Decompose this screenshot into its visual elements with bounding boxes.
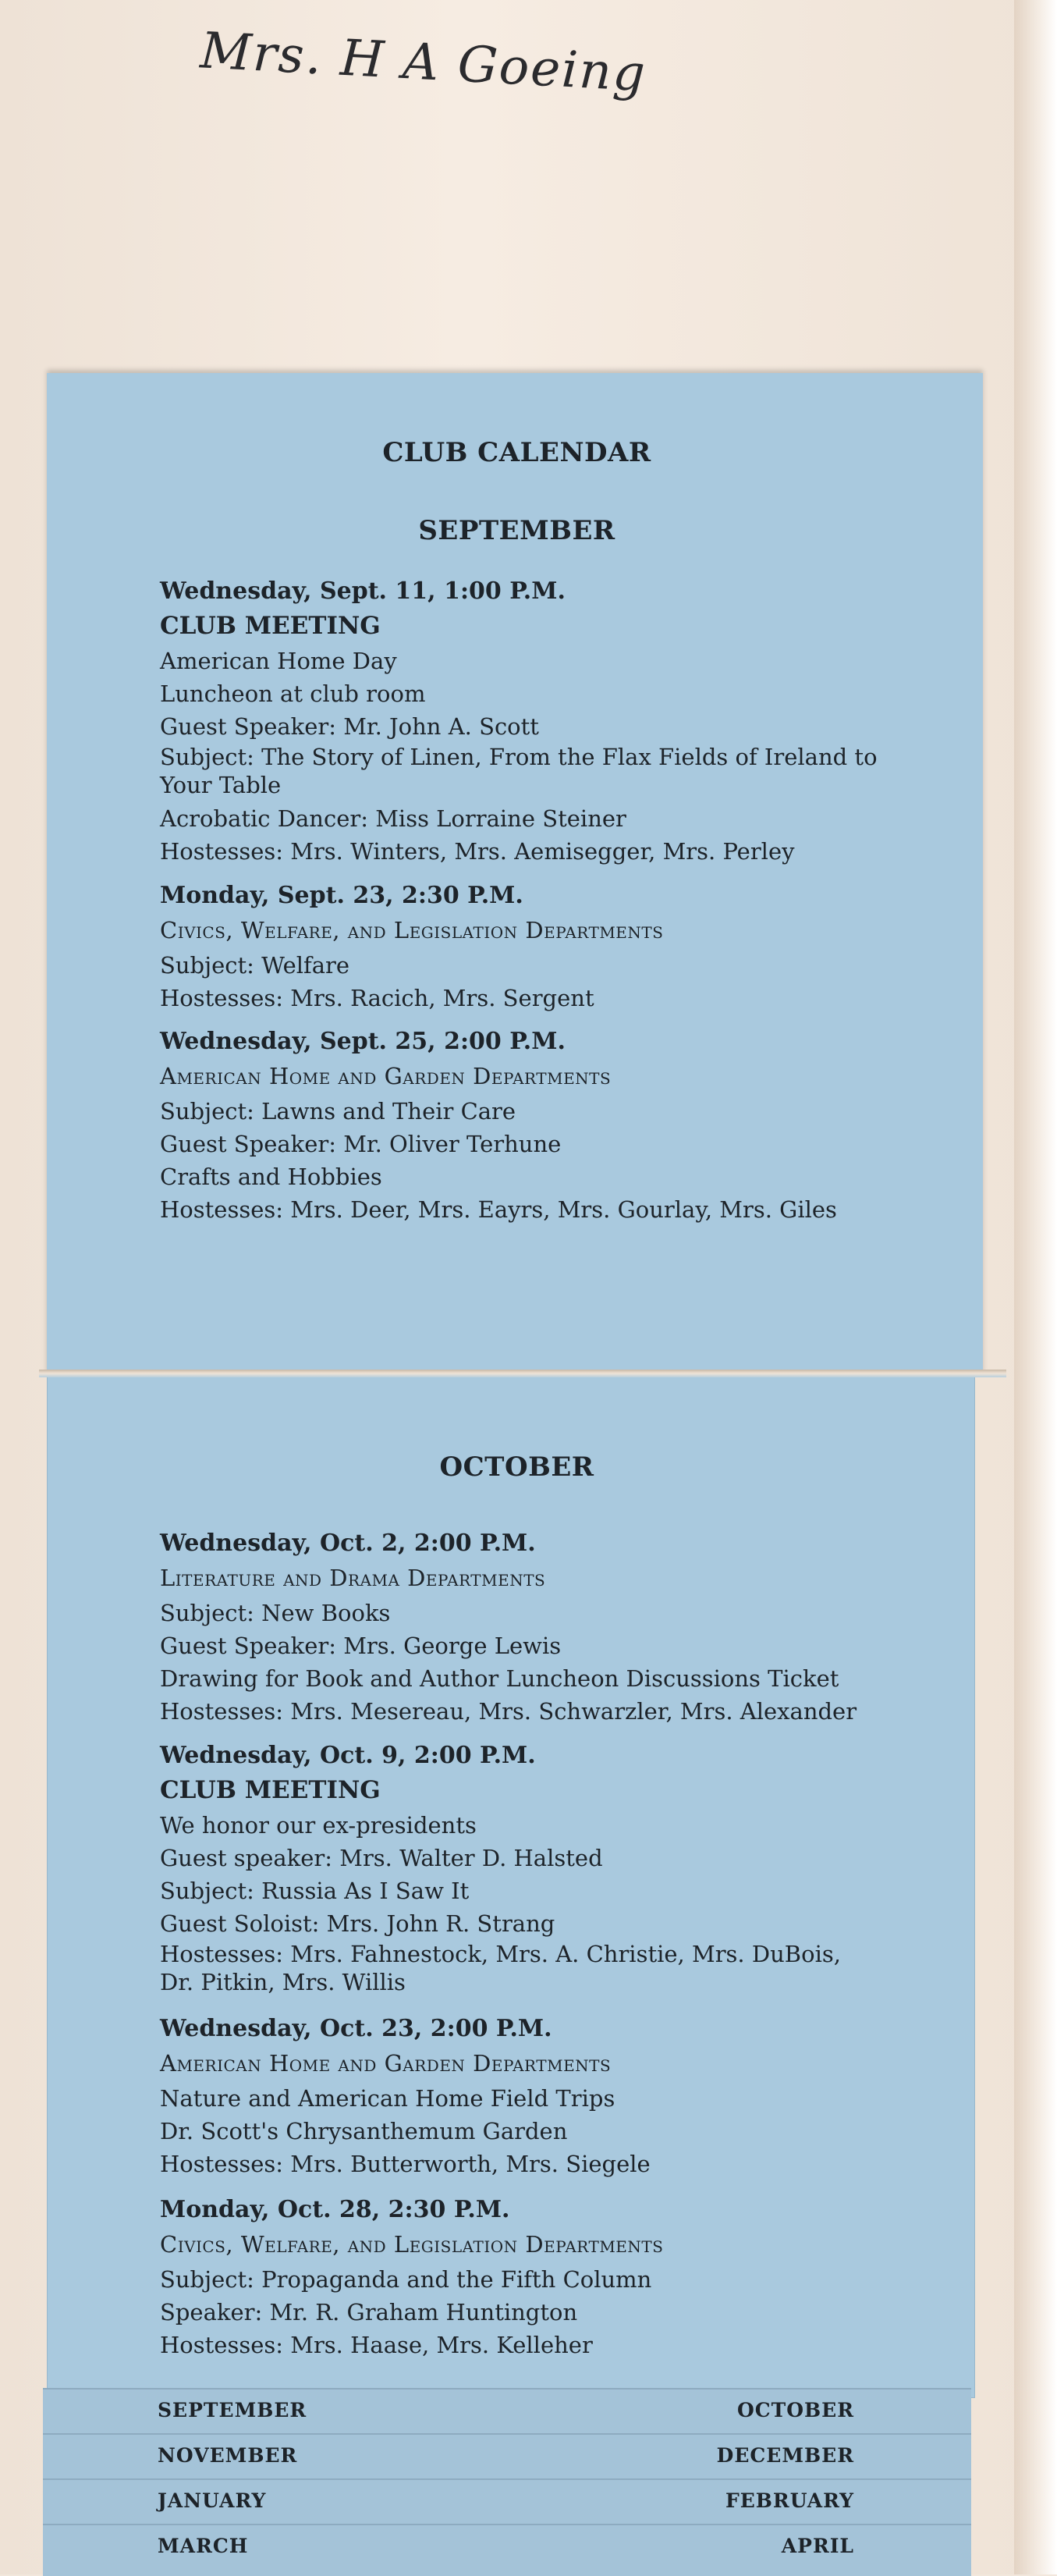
event-oct-28	[160, 2194, 909, 2361]
calendar-title: CLUB CALENDAR	[382, 437, 651, 468]
event-line: Subject: Welfare	[160, 952, 350, 979]
event-line: Guest Speaker: Mr. Oliver Terhune	[160, 1131, 562, 1157]
event-date: Wednesday, Sept. 11, 1:00 P.M.	[160, 577, 566, 605]
event-date: Wednesday, Oct. 2, 2:00 P.M.	[160, 1530, 536, 1557]
event-department: Literature and Drama Departments	[160, 1565, 546, 1591]
tab-label-left: NOVEMBER	[158, 2444, 298, 2467]
event-oct-9	[160, 1740, 909, 1999]
event-department: American Home and Garden Departments	[160, 2050, 612, 2077]
page-fold	[39, 1370, 1006, 1377]
event-department: Civics, Welfare, and Legislation Departments	[160, 2231, 664, 2258]
event-line: Dr. Scott's Chrysanthemum Garden	[160, 2118, 568, 2144]
event-line: American Home Day	[160, 648, 397, 674]
event-line: We honor our ex-presidents	[160, 1812, 477, 1839]
event-line: Nature and American Home Field Trips	[160, 2085, 615, 2112]
event-date: Wednesday, Oct. 23, 2:00 P.M.	[160, 2015, 552, 2042]
month-tab-jan-feb[interactable]	[43, 2478, 971, 2525]
event-line: Drawing for Book and Author Luncheon Discussions Ticket	[160, 1665, 839, 1692]
event-line: Hostesses: Mrs. Winters, Mrs. Aemisegger, Mrs. Perley	[160, 838, 795, 865]
tab-label-left: JANUARY	[158, 2489, 267, 2512]
event-line: Subject: Russia As I Saw It	[160, 1878, 470, 1904]
event-line: Hostesses: Mrs. Racich, Mrs. Sergent	[160, 985, 594, 1011]
event-department: Civics, Welfare, and Legislation Departments	[160, 917, 664, 943]
month-tab-mar-apr[interactable]	[43, 2524, 971, 2576]
event-line: Guest Speaker: Mr. John A. Scott	[160, 713, 539, 740]
event-heading: CLUB MEETING	[160, 612, 381, 640]
event-line: Guest Speaker: Mrs. George Lewis	[160, 1633, 562, 1659]
event-department: American Home and Garden Departments	[160, 1063, 612, 1089]
event-date: Wednesday, Sept. 25, 2:00 P.M.	[160, 1028, 566, 1055]
event-line: Guest speaker: Mrs. Walter D. Halsted	[160, 1845, 603, 1871]
event-oct-2	[160, 1528, 909, 1728]
event-line: Luncheon at club room	[160, 680, 426, 707]
event-line: Subject: The Story of Linen, From the Flax Fields of Ireland to Your Table	[160, 744, 878, 798]
event-line: Subject: Lawns and Their Care	[160, 1098, 516, 1125]
tab-label-right: APRIL	[781, 2535, 854, 2557]
month-heading-september: SEPTEMBER	[418, 515, 615, 546]
tab-label-right: FEBRUARY	[725, 2489, 854, 2512]
event-line: Subject: New Books	[160, 1600, 391, 1626]
event-date: Monday, Sept. 23, 2:30 P.M.	[160, 882, 523, 909]
paper-edge	[1014, 0, 1057, 2574]
event-date: Monday, Oct. 28, 2:30 P.M.	[160, 2196, 510, 2223]
event-line: Subject: Propaganda and the Fifth Column	[160, 2266, 652, 2293]
event-oct-23	[160, 2013, 909, 2180]
event-line: Acrobatic Dancer: Miss Lorraine Steiner	[160, 805, 626, 832]
event-line: Crafts and Hobbies	[160, 1164, 382, 1190]
event-line: Speaker: Mr. R. Graham Huntington	[160, 2299, 578, 2326]
event-sept-23	[160, 880, 909, 1014]
event-line: Hostesses: Mrs. Fahnestock, Mrs. A. Christie, Mrs. DuBois, Dr. Pitkin, Mrs. Willis	[160, 1941, 841, 1995]
event-date: Wednesday, Oct. 9, 2:00 P.M.	[160, 1742, 536, 1769]
event-line: Hostesses: Mrs. Deer, Mrs. Eayrs, Mrs. Gourlay, Mrs. Giles	[160, 1196, 837, 1223]
tab-label-left: MARCH	[158, 2535, 249, 2557]
event-sept-25	[160, 1026, 909, 1226]
month-tab-sept-oct[interactable]	[43, 2388, 971, 2435]
event-line: Hostesses: Mrs. Butterworth, Mrs. Siegele	[160, 2151, 651, 2177]
tab-label-right: OCTOBER	[736, 2399, 854, 2421]
event-heading: CLUB MEETING	[160, 1776, 381, 1804]
tab-label-left: SEPTEMBER	[158, 2399, 307, 2421]
month-heading-october: OCTOBER	[439, 1451, 594, 1483]
event-line: Hostesses: Mrs. Mesereau, Mrs. Schwarzler, Mrs. Alexander	[160, 1698, 857, 1725]
handwritten-signature: Mrs. H A Goeing	[198, 22, 648, 104]
tab-label-right: DECEMBER	[716, 2444, 854, 2467]
event-line: Guest Soloist: Mrs. John R. Strang	[160, 1910, 555, 1937]
event-sept-11	[160, 576, 909, 868]
event-line: Hostesses: Mrs. Haase, Mrs. Kelleher	[160, 2332, 593, 2358]
month-tab-nov-dec[interactable]	[43, 2433, 971, 2480]
